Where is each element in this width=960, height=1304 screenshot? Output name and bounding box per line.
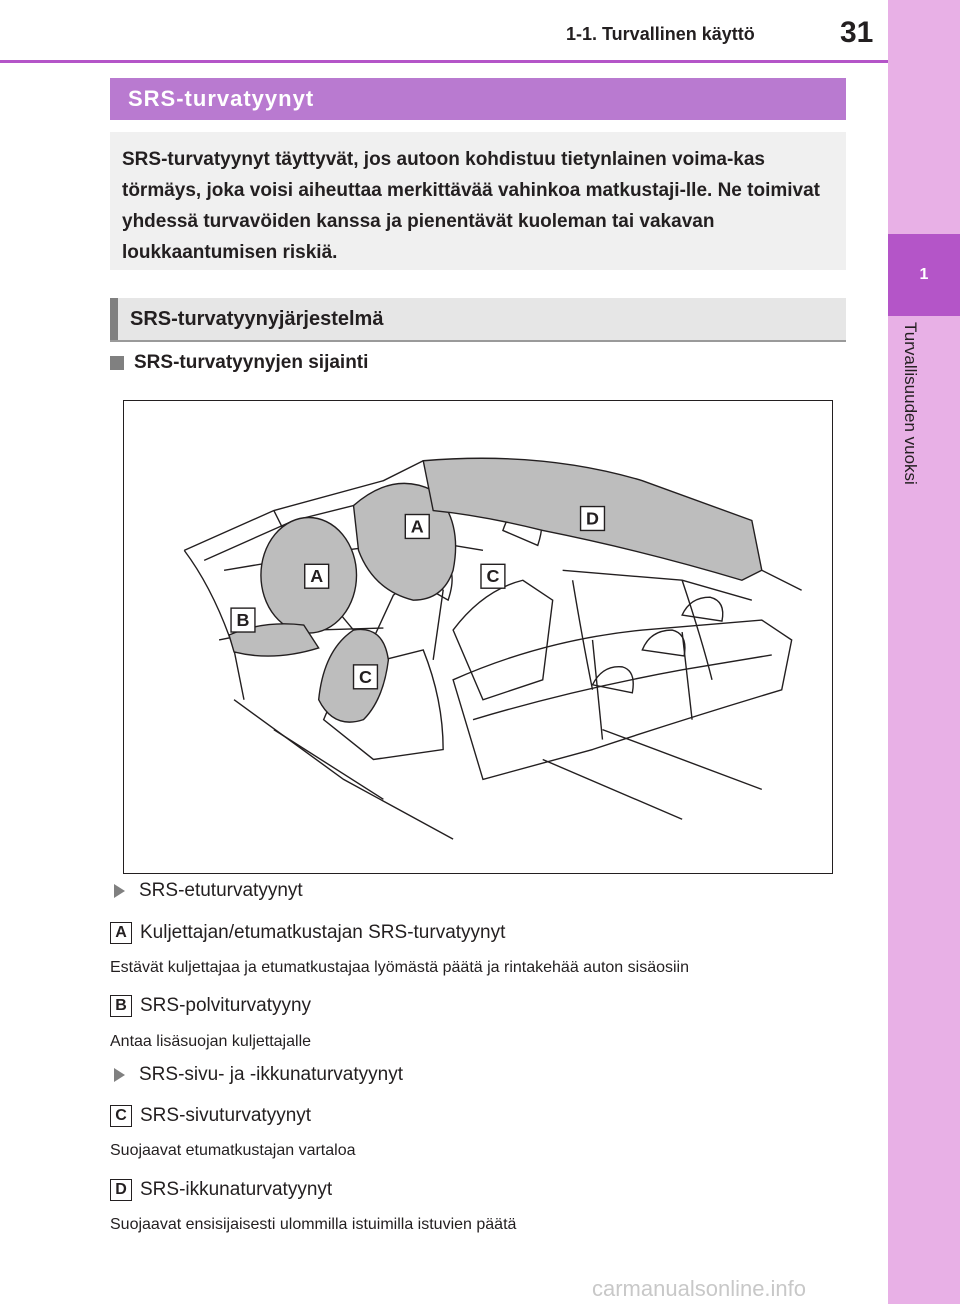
- label-c-side-front: C: [359, 666, 372, 687]
- label-d-curtain: D: [586, 508, 599, 529]
- item-a: [110, 922, 505, 944]
- letter-badge: C: [110, 1105, 132, 1127]
- page-title-bar: [110, 78, 846, 120]
- triangle-bullet-icon: [114, 1068, 125, 1082]
- group-title: SRS-etuturvatyynyt: [139, 880, 303, 901]
- group-title: SRS-sivu- ja -ikkunaturvatyynyt: [139, 1064, 403, 1085]
- group-front-airbags: [110, 880, 303, 902]
- square-bullet-icon: [110, 356, 124, 370]
- airbag-illustration: [123, 400, 833, 874]
- item-desc: Suojaavat etumatkustajan vartaloa: [110, 1142, 356, 1159]
- watermark: carmanualsonline.info: [592, 1276, 807, 1301]
- intro-box: [110, 132, 846, 270]
- section-divider: [110, 340, 846, 342]
- intro-text: SRS-turvatyynyt täyttyvät, jos autoon kohdistuu tietynlainen voima-kas törmäys, joka voisi aiheuttaa merkittävää vahinkoa matkustaji-lle. Ne toimivat yhdessä turvavöiden kanssa ja pienentävät kuoleman tai vakavan loukkaantumisen riskiä.: [122, 149, 820, 263]
- triangle-bullet-icon: [114, 884, 125, 898]
- label-b-knee: B: [236, 610, 250, 631]
- page-title: SRS-turvatyynyt: [128, 86, 315, 111]
- item-desc: Suojaavat ensisijaisesti ulommilla istuimilla istuvien päätä: [110, 1216, 517, 1233]
- header-section: 1-1. Turvallinen käyttö: [566, 24, 755, 44]
- letter-badge: D: [110, 1179, 132, 1201]
- item-name: SRS-ikkunaturvatyynyt: [140, 1179, 333, 1200]
- item-desc: Antaa lisäsuojan kuljettajalle: [110, 1033, 312, 1050]
- item-b: [110, 995, 311, 1017]
- car-interior-drawing: [124, 401, 832, 873]
- item-d: [110, 1179, 332, 1201]
- item-name: Kuljettajan/etumatkustajan SRS-turvatyynyt: [140, 922, 506, 943]
- chapter-title: Turvallisuuden vuoksi: [901, 322, 920, 485]
- label-c-side-rear: C: [486, 566, 500, 587]
- label-a-driver: A: [310, 566, 324, 587]
- header-divider: [0, 60, 888, 63]
- label-a-passenger: A: [410, 516, 424, 537]
- chapter-number[interactable]: 1: [888, 234, 960, 316]
- subheading: [110, 352, 368, 374]
- section-title: SRS-turvatyynyjärjestelmä: [130, 307, 384, 330]
- page-number: 31: [840, 16, 874, 49]
- letter-badge: A: [110, 922, 132, 944]
- item-name: SRS-polviturvatyyny: [140, 995, 312, 1016]
- item-c: [110, 1105, 311, 1127]
- item-desc: Estävät kuljettajaa ja etumatkustajaa lyömästä päätä ja rintakehää auton sisäosiin: [110, 959, 690, 976]
- section-title-bar: [110, 298, 846, 340]
- letter-badge: B: [110, 995, 132, 1017]
- subheading-text: SRS-turvatyynyjen sijainti: [134, 352, 369, 373]
- item-name: SRS-sivuturvatyynyt: [140, 1105, 312, 1126]
- group-side-airbags: [110, 1064, 403, 1086]
- sidebar-tab-strip: [888, 0, 960, 1304]
